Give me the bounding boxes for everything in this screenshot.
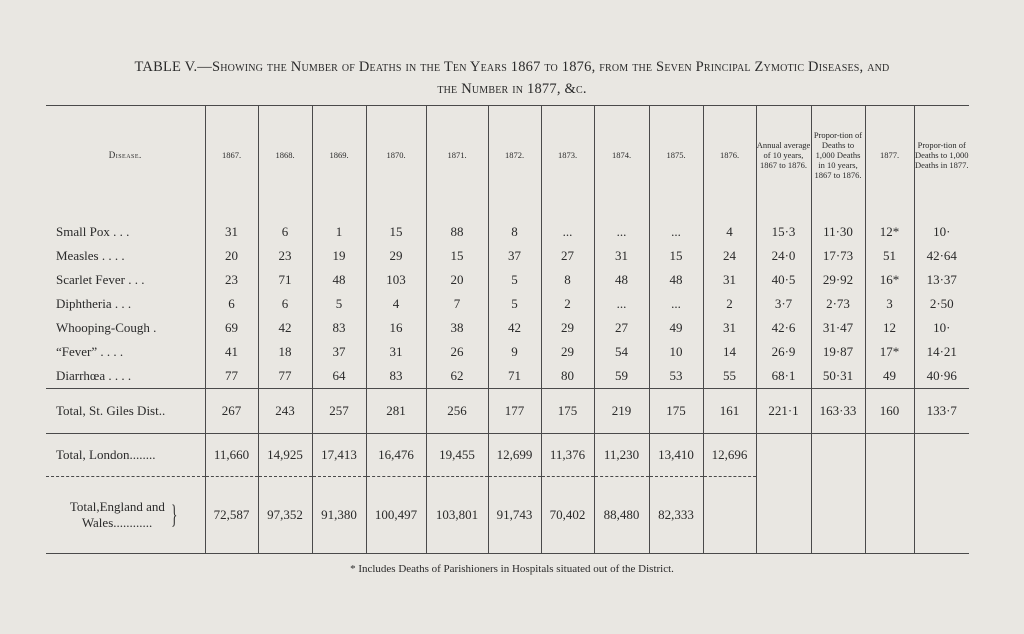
column-header: 1871. <box>426 106 488 205</box>
column-header: 1877. <box>865 106 914 205</box>
table-cell: 40·96 <box>914 364 969 389</box>
table-cell: 7 <box>426 292 488 316</box>
table-cell: 15 <box>649 244 703 268</box>
table-cell: 48 <box>312 268 366 292</box>
total-london-row <box>46 434 969 477</box>
table-row <box>46 340 969 364</box>
table-cell: 11·30 <box>811 204 865 244</box>
table-cell: 15 <box>366 204 426 244</box>
table-cell: 83 <box>312 316 366 340</box>
table-cell: 53 <box>649 364 703 389</box>
table-cell: ... <box>541 204 594 244</box>
table-cell: 2 <box>703 292 756 316</box>
table-cell: 64 <box>312 364 366 389</box>
table-cell: 27 <box>594 316 649 340</box>
table-cell: 97,352 <box>258 477 312 554</box>
table-cell: 14 <box>703 340 756 364</box>
column-header: Propor-tion of Deaths to 1,000 Deaths in 10 years, 1867 to 1876. <box>811 106 865 205</box>
column-header-disease: Disease. <box>46 106 205 205</box>
table-cell: 15·3 <box>756 204 811 244</box>
table-cell: 100,497 <box>366 477 426 554</box>
label-line-2: Wales............ <box>81 515 153 530</box>
table-cell: 20 <box>426 268 488 292</box>
table-cell: 281 <box>366 389 426 434</box>
table-cell <box>865 434 914 477</box>
column-header: 1872. <box>488 106 541 205</box>
table-cell: 55 <box>703 364 756 389</box>
column-header: Annual average of 10 years, 1867 to 1876. <box>756 106 811 205</box>
table-cell: 31 <box>703 316 756 340</box>
table-cell: 31 <box>594 244 649 268</box>
table-row <box>46 244 969 268</box>
table-cell: 83 <box>366 364 426 389</box>
column-header: Propor-tion of Deaths to 1,000 Deaths in 1877. <box>914 106 969 205</box>
disease-name: Measles . . . . <box>56 248 125 263</box>
table-cell: 42 <box>488 316 541 340</box>
table-cell: 88,480 <box>594 477 649 554</box>
table-cell: 16 <box>366 316 426 340</box>
table-cell: 20 <box>205 244 258 268</box>
table-cell: 18 <box>258 340 312 364</box>
table-cell: 54 <box>594 340 649 364</box>
table-cell: 48 <box>649 268 703 292</box>
table-cell: 70,402 <box>541 477 594 554</box>
table-cell: 27 <box>541 244 594 268</box>
table-cell: ... <box>649 292 703 316</box>
disease-name: Scarlet Fever . . . <box>56 272 145 287</box>
table-cell: 177 <box>488 389 541 434</box>
table-cell: 175 <box>541 389 594 434</box>
table-cell: 29 <box>541 316 594 340</box>
table-cell: 133·7 <box>914 389 969 434</box>
column-header: 1867. <box>205 106 258 205</box>
mortality-table <box>46 105 969 554</box>
table-cell: 24 <box>703 244 756 268</box>
table-cell: 29 <box>541 340 594 364</box>
table-cell <box>914 477 969 554</box>
table-row <box>46 292 969 316</box>
table-cell: 13·37 <box>914 268 969 292</box>
table-row <box>46 268 969 292</box>
table-cell: 62 <box>426 364 488 389</box>
table-cell: 243 <box>258 389 312 434</box>
table-cell <box>811 477 865 554</box>
disease-name: Whooping-Cough . <box>56 320 157 335</box>
table-cell: 19 <box>312 244 366 268</box>
table-cell: 14,925 <box>258 434 312 477</box>
column-header: 1873. <box>541 106 594 205</box>
table-cell: 69 <box>205 316 258 340</box>
table-cell: 72,587 <box>205 477 258 554</box>
table-cell: 42·6 <box>756 316 811 340</box>
total-st-giles-row <box>46 389 969 434</box>
table-cell: 49 <box>865 364 914 389</box>
table-cell: 31 <box>366 340 426 364</box>
table-cell: 10 <box>649 340 703 364</box>
table-cell: 16* <box>865 268 914 292</box>
table-cell: 10· <box>914 204 969 244</box>
table-cell <box>865 477 914 554</box>
table-cell <box>914 434 969 477</box>
table-cell: 41 <box>205 340 258 364</box>
disease-name: Diphtheria . . . <box>56 296 132 311</box>
table-cell: 88 <box>426 204 488 244</box>
table-cell: 91,743 <box>488 477 541 554</box>
table-cell: 29 <box>366 244 426 268</box>
title-prefix: TABLE V.— <box>134 59 212 75</box>
column-header: 1875. <box>649 106 703 205</box>
table-row <box>46 204 969 244</box>
table-cell: 50·31 <box>811 364 865 389</box>
label-line-1: Total,England and <box>69 499 165 514</box>
table-row <box>46 316 969 340</box>
row-label: Total, St. Giles Dist.. <box>46 389 205 434</box>
table-cell: 14·21 <box>914 340 969 364</box>
table-cell: 9 <box>488 340 541 364</box>
table-cell: 68·1 <box>756 364 811 389</box>
table-cell: 6 <box>258 204 312 244</box>
table-cell: 17* <box>865 340 914 364</box>
table-cell: 163·33 <box>811 389 865 434</box>
table-cell: 11,230 <box>594 434 649 477</box>
disease-name: Small Pox . . . <box>56 224 130 239</box>
table-cell <box>756 434 811 477</box>
title-line-2: the Number in 1877, &c. <box>437 81 587 97</box>
table-cell: 42·64 <box>914 244 969 268</box>
table-cell: 12* <box>865 204 914 244</box>
column-header: 1874. <box>594 106 649 205</box>
table-cell: 6 <box>258 292 312 316</box>
table-cell: 42 <box>258 316 312 340</box>
column-header: 1876. <box>703 106 756 205</box>
table-cell <box>703 477 756 554</box>
table-cell: 91,380 <box>312 477 366 554</box>
table-cell: 161 <box>703 389 756 434</box>
title-line-1: Showing the Number of Deaths in the Ten Years 1867 to 1876, from the Seven Principal Zymotic Diseases, and <box>211 59 890 75</box>
table-cell: ... <box>594 292 649 316</box>
table-cell: 31 <box>205 204 258 244</box>
table-cell: 37 <box>488 244 541 268</box>
column-header: 1870. <box>366 106 426 205</box>
table-cell: 5 <box>488 292 541 316</box>
table-cell: 31 <box>703 268 756 292</box>
table-cell <box>811 434 865 477</box>
table-cell: 257 <box>312 389 366 434</box>
table-cell: 12,696 <box>703 434 756 477</box>
table-title <box>30 56 994 100</box>
table-cell: ... <box>649 204 703 244</box>
table-cell: 3·7 <box>756 292 811 316</box>
table-cell: 219 <box>594 389 649 434</box>
table-cell: 82,333 <box>649 477 703 554</box>
table-cell: 26 <box>426 340 488 364</box>
table-cell <box>756 477 811 554</box>
table-cell: 103 <box>366 268 426 292</box>
table-cell: 13,410 <box>649 434 703 477</box>
disease-name: “Fever” . . . . <box>56 344 124 359</box>
table-cell: 11,376 <box>541 434 594 477</box>
table-cell: 267 <box>205 389 258 434</box>
table-cell: 11,660 <box>205 434 258 477</box>
table-cell: 10· <box>914 316 969 340</box>
table-cell: 15 <box>426 244 488 268</box>
table-cell: 221·1 <box>756 389 811 434</box>
table-cell: 80 <box>541 364 594 389</box>
table-cell: 6 <box>205 292 258 316</box>
table-cell: 17·73 <box>811 244 865 268</box>
table-cell: 24·0 <box>756 244 811 268</box>
table-cell: 5 <box>312 292 366 316</box>
table-row <box>46 364 969 389</box>
table-cell: 77 <box>205 364 258 389</box>
table-cell: 31·47 <box>811 316 865 340</box>
table-cell: 77 <box>258 364 312 389</box>
brace-glyph: } <box>171 500 178 529</box>
table-cell: 4 <box>366 292 426 316</box>
table-cell: 5 <box>488 268 541 292</box>
table-cell: 29·92 <box>811 268 865 292</box>
table-cell: 103,801 <box>426 477 488 554</box>
table-cell: 16,476 <box>366 434 426 477</box>
table-cell: 19·87 <box>811 340 865 364</box>
table-cell: 160 <box>865 389 914 434</box>
table-cell: 175 <box>649 389 703 434</box>
row-label <box>46 477 205 554</box>
total-england-wales-row <box>46 477 969 554</box>
table-cell: 4 <box>703 204 756 244</box>
footnote: * Includes Deaths of Parishioners in Hospitals situated out of the District. <box>350 563 674 575</box>
table-cell: 51 <box>865 244 914 268</box>
table-cell: 23 <box>205 268 258 292</box>
table-cell: 19,455 <box>426 434 488 477</box>
header-row <box>46 106 969 205</box>
table-cell: 38 <box>426 316 488 340</box>
table-cell: 40·5 <box>756 268 811 292</box>
table-cell: 12,699 <box>488 434 541 477</box>
table-cell: 8 <box>488 204 541 244</box>
table-cell: 48 <box>594 268 649 292</box>
column-header: 1869. <box>312 106 366 205</box>
table-cell: 17,413 <box>312 434 366 477</box>
table-cell: 71 <box>488 364 541 389</box>
table-cell: 2·73 <box>811 292 865 316</box>
table-cell: 8 <box>541 268 594 292</box>
table-cell: 2·50 <box>914 292 969 316</box>
table-cell: 23 <box>258 244 312 268</box>
table-cell: 3 <box>865 292 914 316</box>
table-cell: 2 <box>541 292 594 316</box>
table-cell: 1 <box>312 204 366 244</box>
disease-name: Diarrhœa . . . . <box>56 368 132 383</box>
table-cell: 256 <box>426 389 488 434</box>
table-cell: 26·9 <box>756 340 811 364</box>
table-cell: 49 <box>649 316 703 340</box>
row-label: Total, London........ <box>46 434 205 477</box>
table-cell: 59 <box>594 364 649 389</box>
column-header: 1868. <box>258 106 312 205</box>
table-cell: 71 <box>258 268 312 292</box>
table-cell: 12 <box>865 316 914 340</box>
table-cell: 37 <box>312 340 366 364</box>
table-cell: ... <box>594 204 649 244</box>
